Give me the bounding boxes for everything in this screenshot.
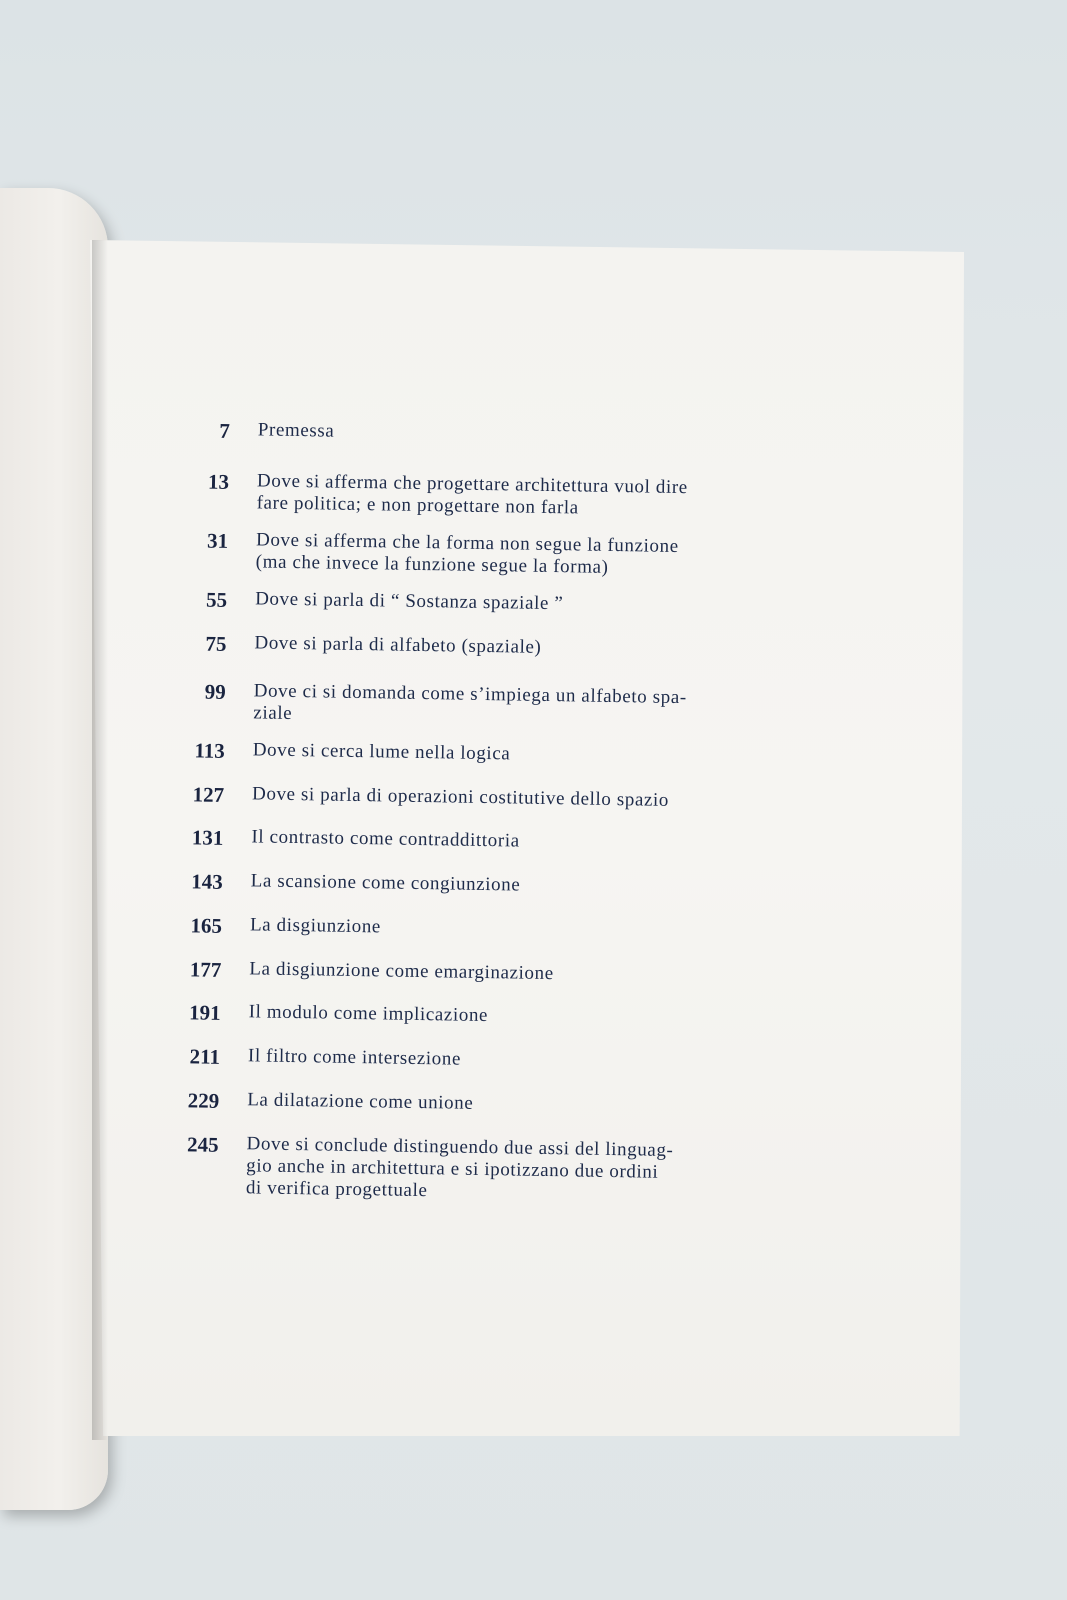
toc-page-number: 245 [186, 1132, 219, 1157]
toc-chapter-title: Premessa [257, 419, 335, 442]
toc-chapter-title: La disgiunzione [249, 914, 382, 938]
toc-page-number: 113 [194, 738, 225, 763]
toc-page-number: 127 [192, 782, 225, 807]
toc-entry [164, 782, 784, 822]
toc-chapter-title: Dove ci si domanda come s’impiega un alfabeto spa- ziale [253, 680, 687, 724]
toc-page-number: 211 [189, 1044, 221, 1069]
toc-page-number: 177 [189, 957, 222, 982]
toc-entry [160, 1044, 780, 1084]
toc-page-number: 99 [204, 679, 226, 704]
toc-chapter-title: Il modulo come implicazione [248, 1001, 489, 1027]
toc-page-number: 55 [205, 587, 228, 612]
table-of-contents [158, 418, 790, 1208]
toc-entry [166, 631, 786, 671]
toc-chapter-title: Dove si conclude distinguendo due assi del linguag- gio anche in architettura e si ipotizzano due ordini di verifica progettuale [245, 1133, 674, 1202]
toc-chapter-title: Dove si parla di operazioni costitutive dello spazio [251, 783, 670, 811]
toc-chapter-title: Dove si parla di “ Sostanza spaziale ” [255, 588, 564, 615]
toc-chapter-title: La disgiunzione come emarginazione [249, 958, 554, 985]
toc-page-number: 13 [207, 469, 230, 494]
toc-page-number: 31 [206, 528, 229, 553]
toc-entry [158, 1132, 779, 1208]
toc-entry [167, 587, 787, 627]
toc-entry [165, 738, 785, 778]
toc-entry [163, 825, 783, 865]
toc-chapter-title: Dove si afferma che la forma non segue la funzione (ma che invece la funzione segue la forma) [255, 529, 679, 578]
toc-chapter-title: Il filtro come intersezione [247, 1045, 462, 1070]
toc-page-number: 131 [191, 825, 224, 850]
toc-chapter-title: Il contrasto come contraddittoria [251, 826, 520, 852]
toc-page-number: 7 [219, 418, 230, 443]
toc-page-number: 143 [191, 869, 223, 894]
toc-chapter-title: Dove si afferma che progettare architettura vuol dire fare politica; e non progettare non farla [256, 470, 688, 519]
toc-page-number: 229 [187, 1088, 220, 1113]
toc-entry [169, 469, 790, 523]
toc-entry [165, 679, 786, 733]
toc-entry [161, 957, 781, 997]
toc-entry [159, 1088, 779, 1128]
toc-page-number: 191 [188, 1000, 221, 1025]
toc-chapter-title: La scansione come congiunzione [250, 870, 521, 896]
toc-page-number: 75 [205, 631, 227, 656]
toc-entry [168, 528, 789, 582]
toc-page-number: 165 [190, 913, 223, 938]
gutter-shadow [92, 240, 108, 1440]
toc-chapter-title: Dove si parla di alfabeto (spaziale) [254, 632, 542, 658]
toc-entry [162, 869, 782, 909]
toc-chapter-title: La dilatazione come unione [247, 1089, 474, 1114]
toc-chapter-title: Dove si cerca lume nella logica [252, 739, 511, 765]
toc-entry [160, 1000, 780, 1040]
toc-entry [162, 913, 782, 953]
